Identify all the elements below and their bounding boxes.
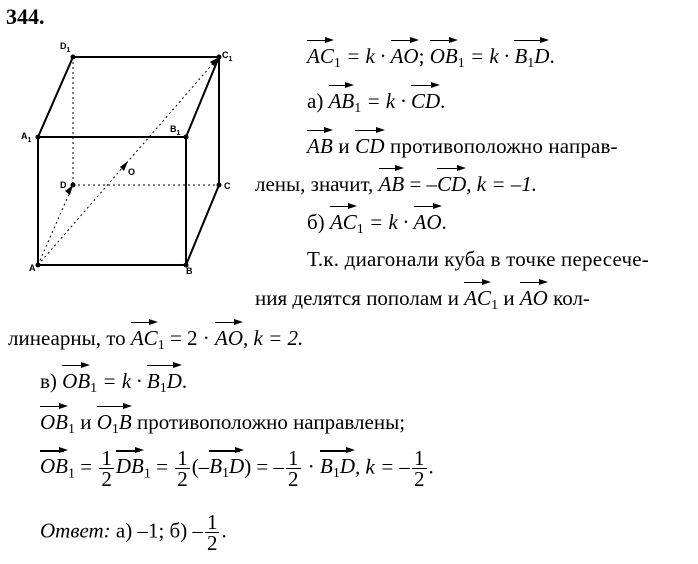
svg-text:A: A xyxy=(29,263,36,273)
problem-number: 344. xyxy=(6,4,45,29)
svg-text:A1: $A_1$ xyxy=(21,131,32,144)
part-c-opposite: $OB_1$ и $O_1B$ противоположно направлены; xyxy=(40,410,406,437)
part-a: а) $AB_1 = k$ · CD. xyxy=(307,89,446,116)
hidden-edge-ad xyxy=(38,185,73,265)
final-equation: $OB_1$ = $\frac{1}{2}$ $DB_1$ = $\frac{1}{2}$ $(-B_1D)$ = – $\frac{1}{2}$ · $B_1D$, k = – $\frac{1}{2}$ . xyxy=(40,446,434,491)
part-a-opposite: AB и CD противоположно направ- xyxy=(307,134,618,158)
given-relations: $AC_1 = k$ · AO; $OB_1 = k \cdot B_1D$. xyxy=(307,44,555,71)
svg-text:B: B xyxy=(186,266,193,276)
svg-text:D: D xyxy=(60,180,67,190)
svg-text:C1: $C_1$ xyxy=(222,50,233,63)
part-b: б) $AC_1 = k$ · AO. xyxy=(307,210,447,237)
svg-text:B1: $B_1$ xyxy=(170,124,181,137)
part-b-reason-2: ния делятся пополам и $AC_1$ и AO кол- xyxy=(255,286,590,313)
edge-bc xyxy=(186,185,219,265)
svg-text:D1: $D_1$ xyxy=(60,41,71,54)
answer: Ответ: а) –1; б) – $\frac{1}{2}$ . xyxy=(40,510,227,555)
part-b-reason-3: линеарны, то $AC_1 = 2$ · AO, k = 2. xyxy=(8,326,304,353)
part-c: в) $OB_1 = k \cdot B_1D$. xyxy=(40,369,188,396)
edge-d1a1 xyxy=(38,57,73,137)
svg-text:C: C xyxy=(224,181,231,191)
svg-text:O: O xyxy=(128,167,136,177)
part-b-reason-1: Т.к. диагонали куба в точке пересече- xyxy=(307,247,649,271)
cube-diagram xyxy=(20,38,250,278)
edge-c1b1 xyxy=(186,57,219,137)
part-a-conclusion: лены, значит, AB = –CD, k = –1. xyxy=(255,172,537,196)
